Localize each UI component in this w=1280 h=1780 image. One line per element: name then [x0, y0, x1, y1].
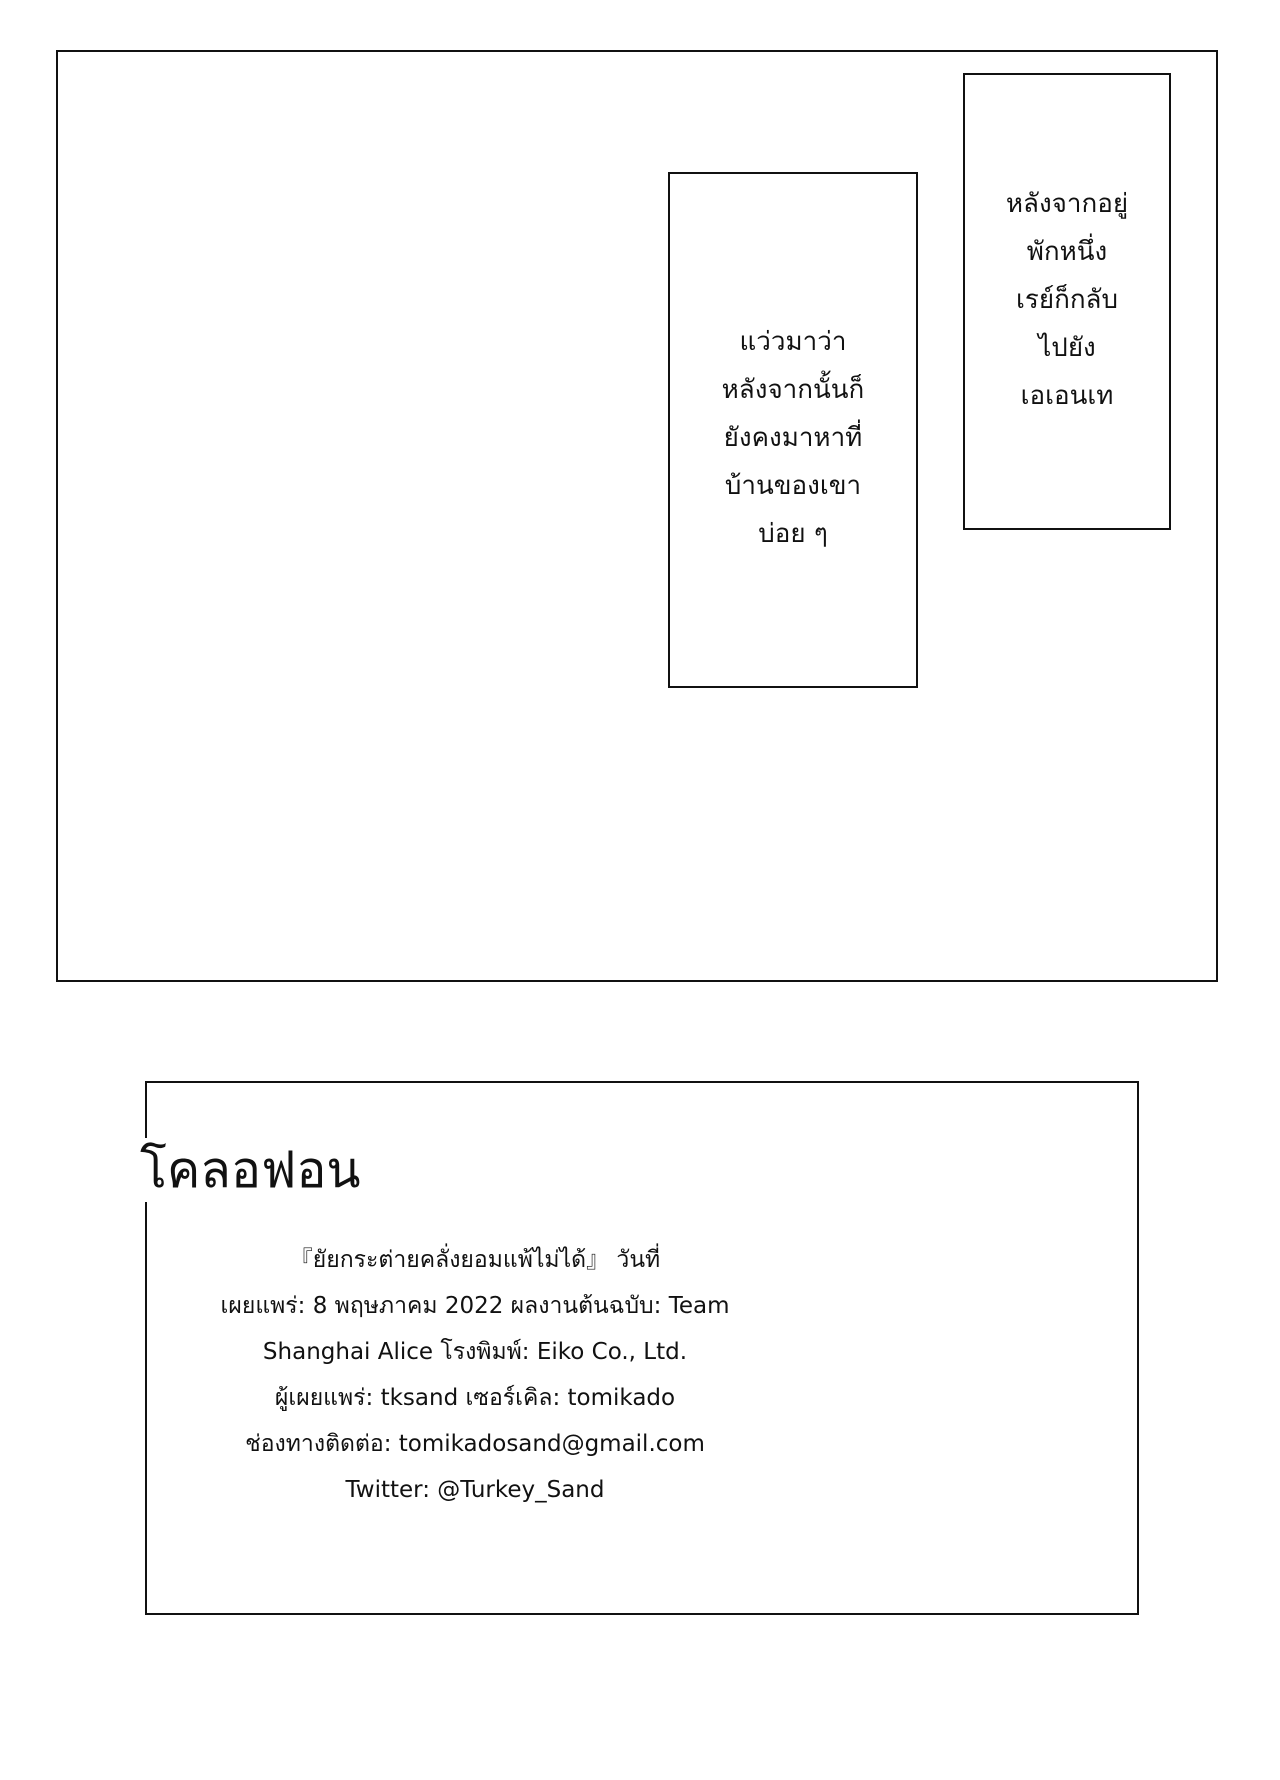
colophon-line: ช่องทางติดต่อ: tomikadosand@gmail.com — [245, 1431, 705, 1457]
caption-line: บ่อย ๆ — [758, 519, 828, 549]
caption-line: เรย์ก็กลับ — [1015, 285, 1118, 315]
caption-box-left — [668, 172, 918, 688]
colophon-line: เผยแพร่: 8 พฤษภาคม 2022 ผลงานต้นฉบับ: Team — [220, 1293, 730, 1319]
caption-box-right — [963, 73, 1171, 530]
caption-line: เอเอนเท — [1020, 381, 1114, 411]
colophon-text — [175, 1237, 775, 1513]
caption-line: ไปยัง — [1038, 333, 1096, 363]
caption-line: พักหนึ่ง — [1026, 237, 1108, 267]
caption-line: แว่วมาว่า — [739, 327, 847, 357]
colophon-line: Shanghai Alice โรงพิมพ์: Eiko Co., Ltd. — [262, 1339, 688, 1365]
colophon-line: 『ยัยกระต่ายคลั่งยอมแพ้ไม่ได้』 วันที่ — [289, 1247, 661, 1273]
caption-line: ยังคงมาหาที่ — [723, 423, 863, 453]
colophon-line: Twitter: @Turkey_Sand — [345, 1477, 605, 1503]
colophon-title: โคลอฟอน — [140, 1138, 365, 1202]
caption-line: หลังจากอยู่ — [1005, 189, 1129, 219]
caption-line: บ้านของเขา — [724, 471, 862, 501]
colophon-line: ผู้เผยแพร่: tksand เซอร์เคิล: tomikado — [274, 1385, 676, 1411]
caption-line: หลังจากนั้นก็ — [721, 375, 865, 405]
